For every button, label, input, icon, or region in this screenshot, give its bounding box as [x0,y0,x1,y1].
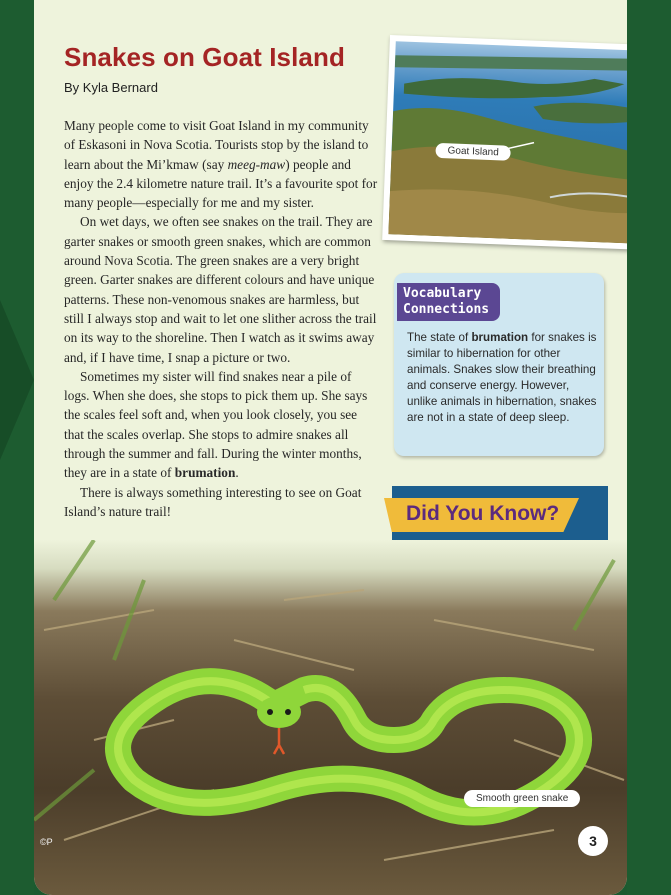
vocabulary-definition [407,330,599,426]
vocabulary-text-a: The state of [407,331,472,344]
aerial-landscape-graphic [388,41,627,243]
photo-credit: ©P [40,837,53,847]
vocabulary-connections-box [394,273,604,456]
paragraph-4: There is always something interesting to see on Goat Island’s nature trail! [64,484,362,519]
magazine-page [34,0,627,895]
did-you-know-title: Did You Know? [406,502,560,525]
paragraph-3-text-a: Sometimes my sister will find snakes near a pile of logs. When she does, she stops to pick them up. She says the scales feel soft and, when you look closely, you see that the scales overlap. She stops to admire snakes all through the summer and fall. During the winter months, they are in a state of [64,368,368,481]
article-title: Snakes on Goat Island [64,42,345,72]
paragraph-1-text-b: ) people and enjoy the 2.4 kilometre nature trail. It’s a favourite spot for many people—especially for me and my sister. [64,156,378,211]
snake-graphic [34,540,627,895]
vocabulary-tag-line-1: Vocabulary [403,286,482,301]
vocab-word-brumation: brumation [174,465,236,481]
snake-photo-caption: Smooth green snake [464,790,580,807]
vocabulary-tag-line-2: Connections [403,302,490,317]
frame-right-border [627,0,671,895]
paragraph-1 [64,116,380,212]
page-number: 3 [578,826,608,856]
vocabulary-tag [397,283,500,321]
snake-photo [34,540,627,895]
vocabulary-text-b: for snakes is similar to hibernation for other animals. Snakes slow their breathing and conserve energy. However, unlike animals in hibernation, snakes are not in a state of deep sleep. [407,331,597,424]
paragraph-1-text-a: Many people come to visit Goat Island in my community of Eskasoni in Nova Scotia. Tourists stop by the island to learn about the Mi’kmaw (say [64,118,369,172]
goat-island-label: Goat Island [435,143,511,161]
article-byline: By Kyla Bernard [64,80,158,95]
vocabulary-term: brumation [471,331,529,344]
paragraph-2: On wet days, we often see snakes on the trail. They are garter snakes or smooth green snakes, which are common around Nova Scotia. The green snakes are a very bright green. Garter snakes are different colours and have unique patterns. These non-venomous snakes are harmless, but still I always stop and wait to let one slither across the trail on its way to the shoreline. Then I watch as it swims away and, if I have time, I snap a picture or two. [64,214,377,365]
aerial-photo-frame [382,35,627,250]
paragraph-3 [64,367,380,483]
paragraph-3-text-b: . [235,465,239,481]
aerial-photo [388,41,627,243]
pronunciation: meeg-maw [227,156,286,172]
frame-left-tab [0,300,34,460]
article-body [64,116,380,521]
